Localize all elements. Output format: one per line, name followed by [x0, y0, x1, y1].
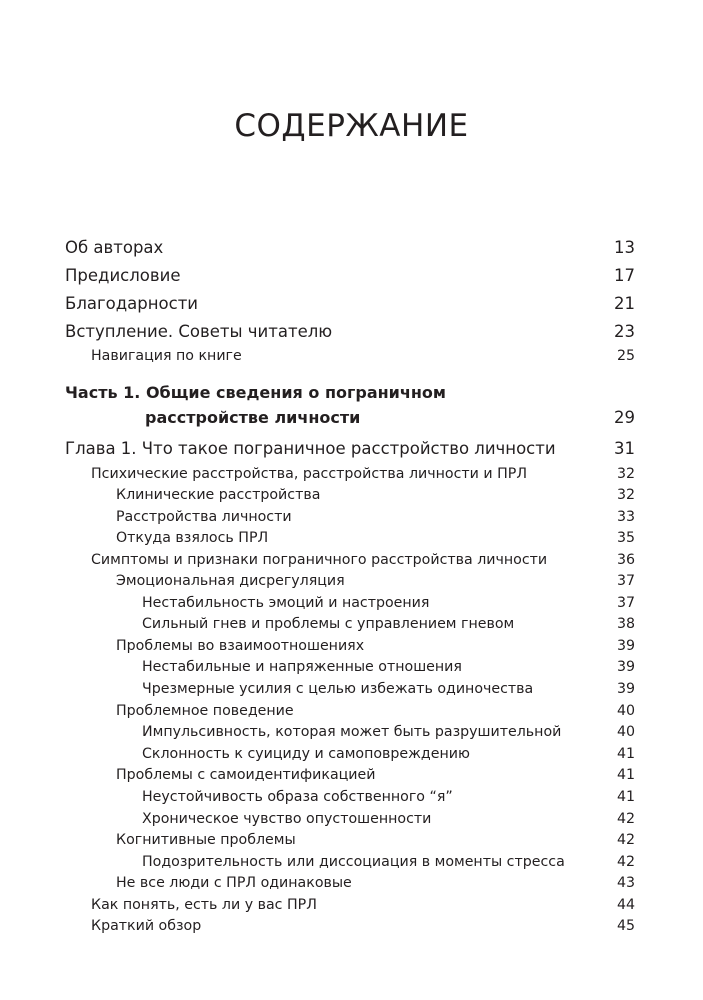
toc-entry-page: 41 [616, 746, 635, 762]
table-of-contents [65, 0, 635, 1000]
toc-part-page: 29 [614, 408, 635, 427]
toc-entry[interactable] [142, 595, 635, 611]
toc-entry-title: Расстройства личности [116, 509, 292, 525]
toc-entry[interactable] [142, 746, 635, 762]
toc-entry[interactable] [116, 487, 635, 503]
toc-entry[interactable] [91, 552, 635, 568]
toc-entry-page: 32 [616, 466, 635, 482]
toc-entry-page: 21 [614, 294, 635, 313]
toc-part-heading-continued[interactable] [65, 408, 635, 427]
toc-entry-page: 42 [616, 811, 635, 827]
page-title: СОДЕРЖАНИЕ [234, 108, 469, 144]
toc-entry-page: 44 [616, 897, 635, 913]
toc-entry-title: Нестабильность эмоций и настроения [142, 595, 430, 611]
toc-entry[interactable] [91, 466, 635, 482]
toc-entry[interactable] [116, 638, 635, 654]
toc-entry[interactable] [116, 509, 635, 525]
toc-entry-title: Не все люди с ПРЛ одинаковые [116, 875, 352, 891]
toc-entry-title: Краткий обзор [91, 918, 202, 934]
toc-entry-title: Об авторах [65, 238, 164, 257]
toc-entry-title: Откуда взялось ПРЛ [116, 530, 269, 546]
toc-entry[interactable] [142, 789, 635, 805]
toc-entry-title: Эмоциональная дисрегуляция [116, 573, 345, 589]
toc-entry-page: 35 [616, 530, 635, 546]
toc-entry-page: 39 [616, 681, 635, 697]
toc-entry-title: Благодарности [65, 294, 199, 313]
toc-entry-title: Чрезмерные усилия с целью избежать одиночества [142, 681, 534, 697]
toc-entry[interactable] [91, 897, 635, 913]
toc-entry-title: Психические расстройства, расстройства личности и ПРЛ [91, 466, 528, 482]
toc-entry-page: 17 [614, 266, 635, 285]
toc-entry-title: Симптомы и признаки пограничного расстройства личности [91, 552, 548, 568]
toc-entry[interactable] [116, 875, 635, 891]
toc-entry-title: Нестабильные и напряженные отношения [142, 659, 462, 675]
toc-part-title: расстройстве личности [145, 408, 361, 427]
toc-entry-title: Сильный гнев и проблемы с управлением гневом [142, 616, 515, 632]
toc-entry-title: Импульсивность, которая может быть разрушительной [142, 724, 562, 740]
toc-entry-title: Подозрительность или диссоциация в моменты стресса [142, 854, 565, 870]
toc-entry-page: 40 [616, 703, 635, 719]
toc-entry-title: Проблемы во взаимоотношениях [116, 638, 365, 654]
toc-entry-page: 33 [616, 509, 635, 525]
toc-entry-introduction[interactable] [65, 322, 635, 341]
toc-entry-page: 41 [616, 789, 635, 805]
toc-entry-acknowledgements[interactable] [65, 294, 635, 313]
toc-entry[interactable] [142, 681, 635, 697]
toc-entry[interactable] [142, 854, 635, 870]
toc-entry-page: 37 [616, 573, 635, 589]
toc-entry-page: 42 [616, 832, 635, 848]
toc-entry-page: 42 [616, 854, 635, 870]
toc-entry-page: 32 [616, 487, 635, 503]
toc-entry-preface[interactable] [65, 266, 635, 285]
toc-entry-title: Проблемы с самоидентификацией [116, 767, 376, 783]
toc-entry[interactable] [142, 616, 635, 632]
toc-entry-title: Когнитивные проблемы [116, 832, 296, 848]
toc-entry-title: Склонность к суициду и самоповреждению [142, 746, 470, 762]
toc-entry[interactable] [91, 918, 635, 934]
toc-entry-page: 25 [616, 348, 635, 364]
toc-entry-title: Неустойчивость образа собственного “я” [142, 789, 453, 805]
toc-entry-book-navigation[interactable] [91, 348, 635, 364]
toc-entry-page: 39 [616, 638, 635, 654]
toc-entry[interactable] [116, 703, 635, 719]
toc-entry-page: 37 [616, 595, 635, 611]
toc-entry-page: 39 [616, 659, 635, 675]
toc-entry-page: 43 [616, 875, 635, 891]
toc-entry[interactable] [116, 767, 635, 783]
toc-entry-title: Клинические расстройства [116, 487, 321, 503]
toc-entry[interactable] [142, 724, 635, 740]
toc-entry-page: 40 [616, 724, 635, 740]
toc-entry-page: 41 [616, 767, 635, 783]
toc-entry[interactable] [116, 832, 635, 848]
toc-entry[interactable] [142, 811, 635, 827]
toc-entry-title: Хроническое чувство опустошенности [142, 811, 432, 827]
toc-entry[interactable] [116, 530, 635, 546]
toc-entry-title: Глава 1. Что такое пограничное расстройство личности [65, 439, 556, 458]
toc-entry-page: 38 [616, 616, 635, 632]
toc-entry[interactable] [116, 573, 635, 589]
toc-entry-page: 45 [616, 918, 635, 934]
toc-entry-title: Предисловие [65, 266, 181, 285]
toc-entry-title: Вступление. Советы читателю [65, 322, 333, 341]
toc-entry-page: 31 [614, 439, 635, 458]
toc-entry-page: 23 [614, 322, 635, 341]
toc-entry-page: 13 [614, 238, 635, 257]
toc-entry-chapter-1[interactable] [65, 439, 635, 458]
toc-entry-about-authors[interactable] [65, 238, 635, 257]
toc-entry-title: Проблемное поведение [116, 703, 294, 719]
toc-entry-title: Навигация по книге [91, 348, 242, 364]
toc-entry-page: 36 [616, 552, 635, 568]
toc-entry-title: Как понять, есть ли у вас ПРЛ [91, 897, 317, 913]
toc-part-heading[interactable]: Часть 1. Общие сведения о пограничном [65, 383, 446, 402]
toc-entry[interactable] [142, 659, 635, 675]
